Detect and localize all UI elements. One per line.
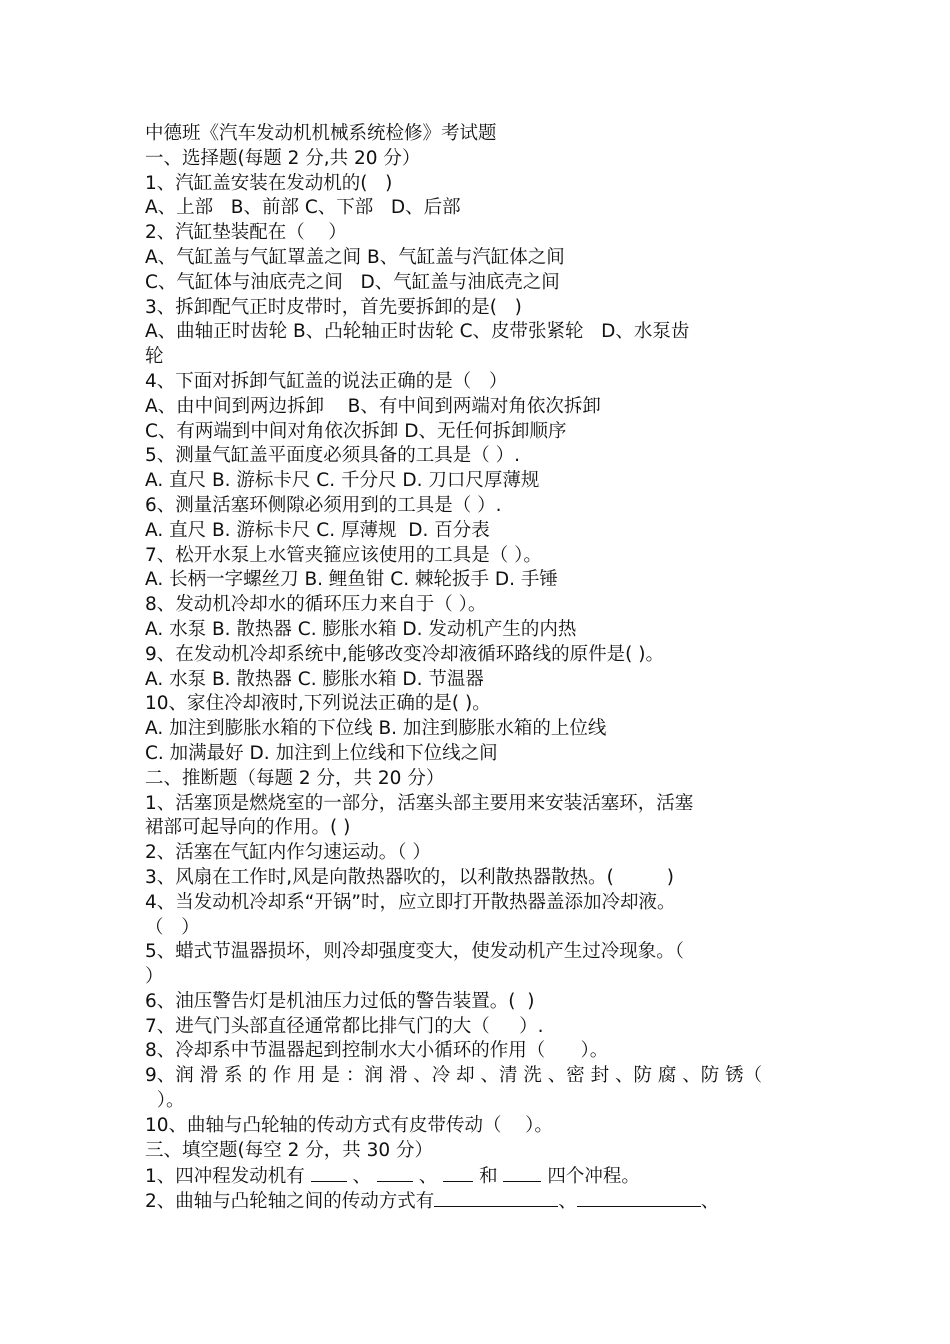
- s1-line: A. 水泵 B. 散热器 C. 膨胀水箱 D. 节温器: [145, 668, 484, 690]
- s2-line: 7、进气门头部直径通常都比排气门的大（ ）.: [145, 1015, 544, 1037]
- fill-question-2: [145, 1188, 813, 1213]
- s1-line: 轮: [145, 346, 164, 368]
- exam-content: [145, 122, 813, 1213]
- q2-prefix: 2、曲轴与凸轮轴之间的传动方式有: [145, 1191, 435, 1213]
- s1-line: A、气缸盖与气缸罩盖之间 B、气缸盖与汽缸体之间: [145, 246, 565, 268]
- s1-line: A. 直尺 B. 游标卡尺 C. 千分尺 D. 刀口尺厚薄规: [145, 470, 540, 492]
- s2-line: 4、当发动机冷却系“开锅”时，应立即打开散热器盖添加冷却液。: [145, 891, 676, 913]
- s1-line: A. 水泵 B. 散热器 C. 膨胀水箱 D. 发动机产生的内热: [145, 618, 577, 640]
- answer-blank: [377, 1163, 413, 1182]
- answer-blank: [577, 1188, 701, 1207]
- s2-line: 2、活塞在气缸内作匀速运动。（ ）: [145, 842, 431, 864]
- s1-line: A、上部 B、前部 C、下部 D、后部: [145, 197, 461, 219]
- s1-line: 6、测量活塞环侧隙必须用到的工具是（ ）.: [145, 494, 502, 516]
- s2-line: ）。: [145, 1090, 185, 1112]
- s1-line: A. 长柄一字螺丝刀 B. 鲤鱼钳 C. 棘轮扳手 D. 手锤: [145, 569, 558, 591]
- s1-line: 1、汽缸盖安装在发动机的( ): [145, 172, 393, 194]
- answer-blank: [503, 1163, 541, 1182]
- s2-line: （ ）: [145, 916, 200, 938]
- q1-sep: 和: [473, 1166, 504, 1188]
- exam-title: 中德班《汽车发动机机械系统检修》考试题: [145, 123, 497, 144]
- s1-line: 9、在发动机冷却系统中,能够改变冷却液循环路线的原件是( )。: [145, 643, 664, 665]
- s1-line: C. 加满最好 D. 加注到上位线和下位线之间: [145, 742, 498, 764]
- fill-question-1: [145, 1163, 813, 1188]
- q2-suffix: 、: [700, 1191, 720, 1213]
- s1-line: A. 加注到膨胀水箱的下位线 B. 加注到膨胀水箱的上位线: [145, 718, 607, 740]
- s2-line: 8、冷却系中节温器起到控制水大小循环的作用（ ）。: [145, 1040, 609, 1062]
- s1-line: 10、家住冷却液时,下列说法正确的是( )。: [145, 693, 491, 715]
- section1-heading: 一、选择题(每题 2 分,共 20 分）: [145, 147, 421, 169]
- q1-sep: 、: [412, 1166, 444, 1188]
- s1-line: 8、发动机冷却水的循环压力来自于（ ）。: [145, 594, 487, 616]
- section2-heading: 二、推断题（每题 2 分，共 20 分）: [145, 767, 445, 789]
- section3-heading: 三、填空题(每空 2 分，共 30 分）: [145, 1139, 434, 1161]
- s1-line: C、气缸体与油底壳之间 D、气缸盖与油底壳之间: [145, 271, 560, 293]
- s1-line: A. 直尺 B. 游标卡尺 C. 厚薄规 D. 百分表: [145, 519, 490, 541]
- s1-line: 3、拆卸配气正时皮带时，首先要拆卸的是( ): [145, 296, 522, 318]
- s1-line: 7、松开水泵上水管夹箍应该使用的工具是（ ）。: [145, 544, 542, 566]
- s2-line: 10、曲轴与凸轮轴的传动方式有皮带传动（ ）。: [145, 1114, 553, 1136]
- q1-prefix: 1、四冲程发动机有: [145, 1166, 311, 1188]
- s2-line: 9、润 滑 系 的 作 用 是 ：润 滑 、冷 却 、清 洗 、密 封 、防 腐 、防 锈（: [145, 1065, 763, 1087]
- s2-line: 6、油压警告灯是机油压力过低的警告装置。( ): [145, 990, 535, 1012]
- s1-line: A、曲轴正时齿轮 B、凸轮轴正时齿轮 C、皮带张紧轮 D、水泵齿: [145, 321, 690, 343]
- s2-line: 裙部可起导向的作用。( ): [145, 817, 351, 839]
- q1-suffix: 四个冲程。: [541, 1166, 640, 1188]
- s1-line: C、有两端到中间对角依次拆卸 D、无任何拆卸顺序: [145, 420, 567, 442]
- s1-line: 4、下面对拆卸气缸盖的说法正确的是（ ）: [145, 370, 508, 392]
- s2-line: ）: [145, 966, 164, 988]
- q2-sep: 、: [558, 1191, 577, 1213]
- q1-sep: 、: [346, 1166, 377, 1188]
- s1-line: A、由中间到两边拆卸 B、有中间到两端对角依次拆卸: [145, 395, 601, 417]
- answer-blank: [443, 1163, 473, 1182]
- s2-line: 3、风扇在工作时,风是向散热器吹的，以利散热器散热。( ): [145, 866, 675, 888]
- s1-line: 5、测量气缸盖平面度必须具备的工具是（ ）.: [145, 445, 521, 467]
- s1-line: 2、汽缸垫装配在（ ）: [145, 222, 347, 244]
- answer-blank: [434, 1188, 558, 1207]
- s2-line: 5、蜡式节温器损坏，则冷却强度变大，使发动机产生过冷现象。（: [145, 941, 685, 963]
- s2-line: 1、活塞顶是燃烧室的一部分，活塞头部主要用来安装活塞环，活塞: [145, 792, 694, 814]
- answer-blank: [311, 1163, 347, 1182]
